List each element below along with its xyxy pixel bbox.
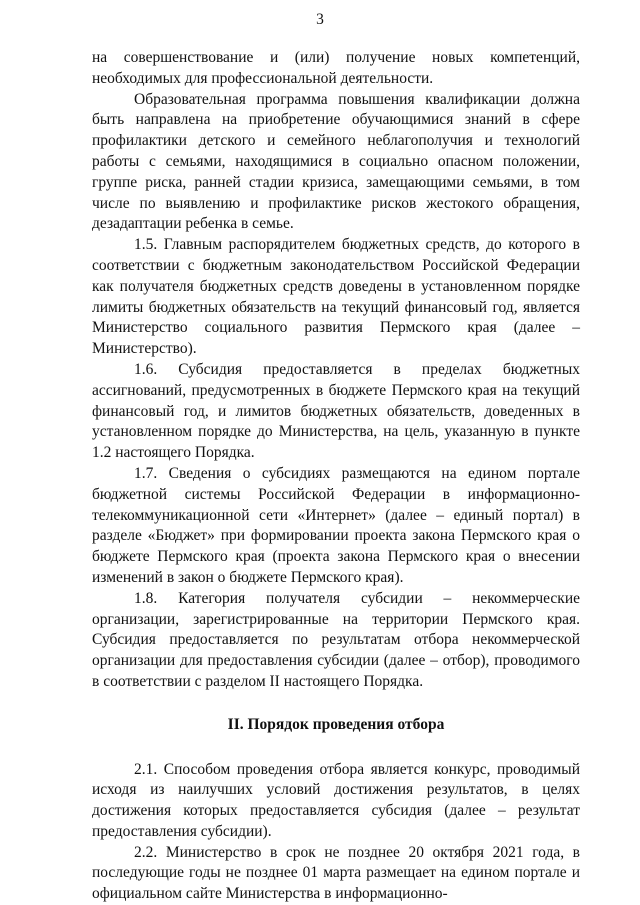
paragraph-1-6: 1.6. Субсидия предоставляется в пределах бюджетных ассигнований, предусмотренных в бюджете Пермского края на текущий финансовый год, и лимитов бюджетных обязательств, доведенных в установленном порядке до Министерства, на цель, указанную в пункте 1.2 настоящего Порядка. <box>92 360 580 462</box>
paragraph-2-1: 2.1. Способом проведения отбора является конкурс, проводимый исходя из наилучших условий достижения результатов, в целях достижения которых предоставляется субсидия (далее – результат предоставления субсидии). <box>92 760 580 840</box>
paragraph-1-7: 1.7. Сведения о субсидиях размещаются на едином портале бюджетной системы Российской Федерации в информационно-телекоммуникационной сети «Интернет» (далее – единый портал) в разделе «Бюджет» при формировании проекта закона Пермского края о бюджете Пермского края (проекта закона Пермского края о внесении изменений в закон о бюджете Пермского края). <box>92 464 580 586</box>
section-heading: II. Порядок проведения отбора <box>227 715 445 733</box>
paragraph-1-8: 1.8. Категория получателя субсидии – некоммерческие организации, зарегистрированные на территории Пермского края. Субсидия предоставляется по результатам отбора некоммерческой организации для предоставления субсидии (далее – отбор), проводимого в соответствии с разделом II настоящего Порядка. <box>92 589 580 690</box>
page-number: 3 <box>316 11 324 28</box>
paragraph-1-5: 1.5. Главным распорядителем бюджетных средств, до которого в соответствии с бюджетным законодательством Российской Федерации как получателя бюджетных средств доведены в установленном порядке лимиты бюджетных обязательств на текущий финансовый год, является Министерство социального развития Пермского края (далее – Министерство). <box>92 236 580 358</box>
paragraph-2-2: 2.2. Министерство в срок не позднее 20 октября 2021 года, в последующие годы не позднее 01 марта размещает на едином портале и официальном сайте Министерства в информационно- <box>92 843 580 903</box>
document-body <box>92 48 580 905</box>
paragraph-education-program: Образовательная программа повышения квалификации должна быть направлена на приобретение обучающимися знаний в сфере профилактики детского и семейного неблагополучия и технологий работы с семьями, находящимися в социально опасном положении, группе риска, ранней стадии кризиса, замещающими семьями, в том числе по выявлению и профилактике рисков жестокого обращения, дезадаптации ребенка в семье. <box>92 90 580 233</box>
paragraph-continuation: на совершенствование и (или) получение новых компетенций, необходимых для профессиональной деятельности. <box>92 49 580 87</box>
